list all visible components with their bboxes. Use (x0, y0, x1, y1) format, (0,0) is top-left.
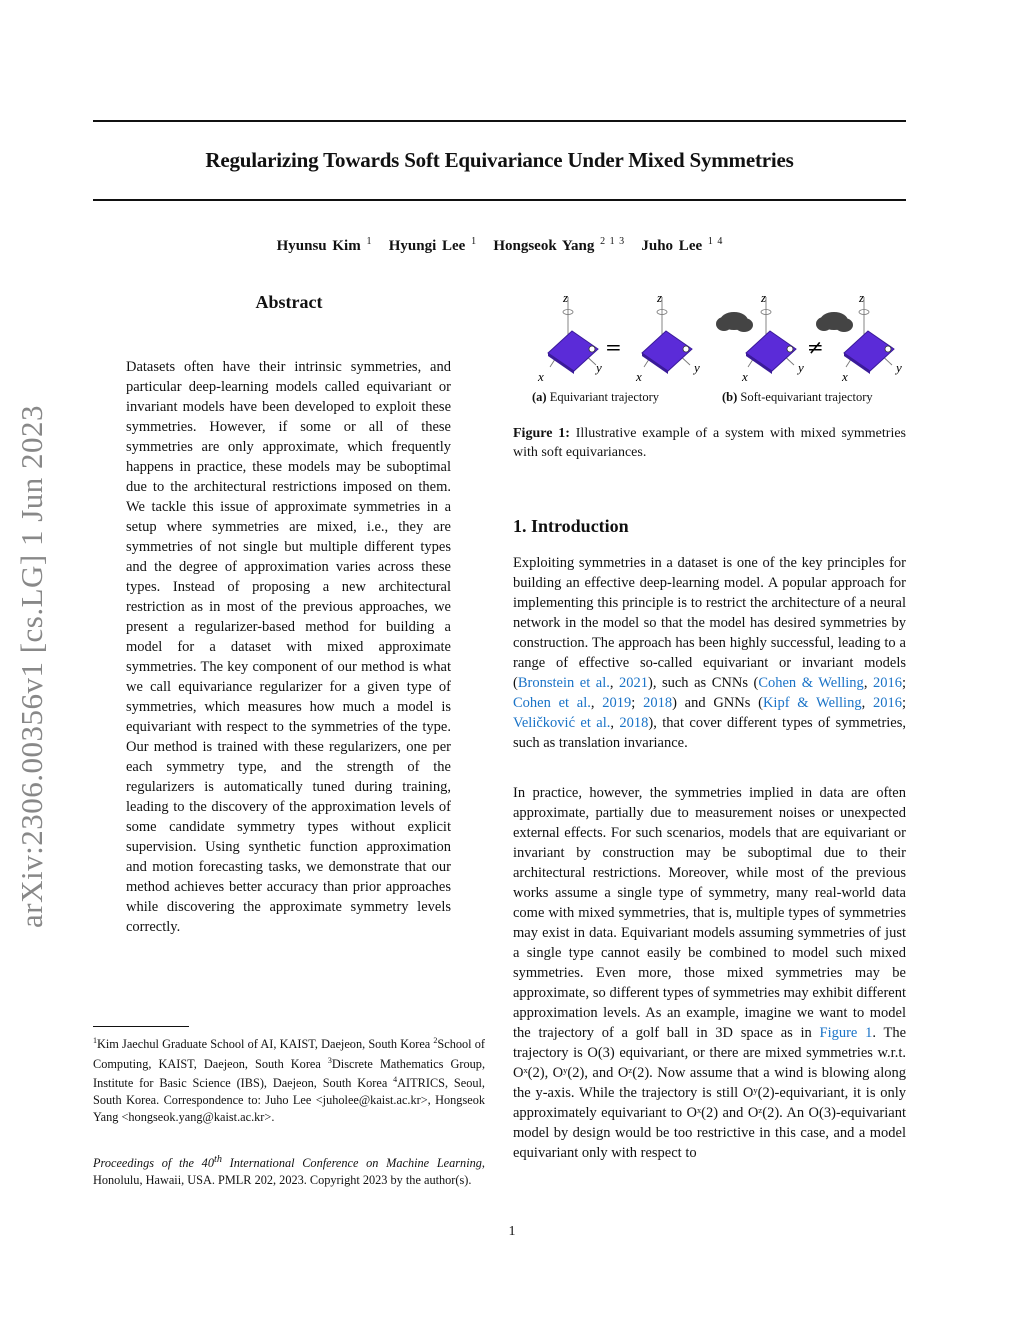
citation-link[interactable]: Veličković et al. (513, 715, 611, 731)
author-name: Hyunsu Kim (276, 238, 361, 254)
citation-year-link[interactable]: 2016 (872, 695, 902, 711)
axis-label-y: y (896, 360, 902, 375)
frame-b2 (844, 297, 894, 374)
author-list (93, 236, 906, 255)
section-heading-introduction: 1. Introduction (513, 516, 629, 536)
paper-title: Regularizing Towards Soft Equivariance Under Mixed Symmetries (205, 148, 794, 172)
author-name: Hyungi Lee (388, 238, 466, 254)
axis-label-z: z (563, 290, 569, 305)
citation-year-link[interactable]: 2018 (619, 715, 649, 731)
author-affiliation: 2 1 3 (600, 236, 625, 247)
axis-label-z: z (657, 290, 663, 305)
author-name: Juho Lee (641, 238, 703, 254)
citation-year-link[interactable]: 2016 (872, 675, 902, 691)
axis-label-x: x (538, 369, 544, 384)
affiliation-footnote: $^1$Kim Jaechul Graduate School of AI, KAIST, Daejeon, South Korea $^2$School of Computing, KAIST, Daejeon, South Korea $^3$Discrete Mathematics Group, Institute for Basic Science (IBS), Daejeon, South Korea $^4$AITRICS, Seoul, South Korea. Correspondence to: Juho Lee <juholee@kaist.ac.kr>, Hongseok Yang <hongseok.yang@kaist.ac.kr>. (93, 1036, 486, 1124)
citation-year-link[interactable]: 2018 (643, 695, 673, 711)
axis-label-y: y (596, 360, 602, 375)
footnote-rule (93, 1026, 189, 1027)
citation-link[interactable]: Cohen et al. (513, 695, 591, 711)
abstract-heading: Abstract (255, 292, 323, 312)
citation-link[interactable]: Bronstein et al. (517, 675, 610, 691)
citation-link[interactable]: Cohen & Welling (758, 675, 864, 691)
page-number: 1 (508, 1224, 516, 1239)
wind-cloud-icon (816, 312, 853, 332)
figure-1-illustration (512, 284, 906, 394)
axis-label-x: x (742, 369, 748, 384)
figure-reference-link[interactable]: Figure 1 (819, 1025, 873, 1041)
axis-label-y: y (694, 360, 700, 375)
citation-year-link[interactable]: 2021 (619, 675, 648, 691)
intro-paragraph-2: In practice, however, the symmetries implied in data are often approximate, partially due to measurement noises or unexpected external effects. For such scenarios, models that are equivariant or invariant by construction may be suboptimal due to their architectural restrictions. Moreover, while most of the previous works assume a single type of symmetry, many real-world data come with mixed symmetries, that is, multiple types of symmetries may exist in data. Equivariant models assuming symmetries of just a single type cannot easily be combined to model such mixed symmetries. Even more, those mixed symmetries may be approximate, so different types of symmetries may exhibit different approximation levels. As an example, imagine we want to model the trajectory of a golf ball in 3D space as in Figure 1. The trajectory is O(3) equivariant, or there are mixed symmetries w.r.t. Oˣ(2), Oʸ(2), and Oᶻ(2). Now assume that a wind is blowing along the y-axis. While the trajectory is still Oʸ(2)-equivariant, it is only approximately equivariant to Oˣ(2) and Oᶻ(2). An O(3)-equivariant model by design would be too restrictive in this case, and a model equivariant only with respect to (513, 785, 906, 1161)
equals-symbol: = (605, 335, 622, 359)
frame-a2 (642, 297, 692, 374)
frame-a1 (548, 297, 598, 374)
author-affiliation: 1 4 (707, 236, 723, 247)
wind-cloud-icon (716, 312, 753, 332)
author-name: Hongseok Yang (493, 238, 595, 254)
not-equals-symbol: ≠ (807, 335, 824, 359)
abstract-text: Datasets often have their intrinsic symmetries, and particular deep-learning models called equivariant or invariant models have been developed to exploit these symmetries. However, if some or all of these symmetries are only approximate, which frequently happens in practice, these models may be suboptimal due to the architectural restrictions imposed on them. We tackle this issue of approximate symmetries in a setup where symmetries are mixed, i.e., they are symmetries of not single but multiple different types and the degree of approximation varies across these types. Instead of proposing a new architectural restriction as in most of the previous approaches, we present a regularizer-based method for building a model for a dataset with mixed approximate symmetries. The key component of our method is what we call equivariance regularizer for a given type of symmetries, which measures how much a model is equivariant with respect to the symmetries of the type. Our method is trained with these regularizers, one per each symmetry type, and the strength of the regularizers is automatically tuned during training, leading to the discovery of the approximation levels of some candidate symmetry types without explicit supervision. Using synthetic function approximation and motion forecasting tasks, we demonstrate that our method achieves better accuracy than prior approaches while discovering the approximate symmetry levels correctly. (126, 359, 451, 935)
frame-b1 (746, 297, 796, 374)
axis-label-x: x (636, 369, 642, 384)
figure-caption: Figure 1: Illustrative example of a system with mixed symmetries with soft equivariances. (513, 426, 906, 460)
top-rule (93, 120, 906, 122)
axis-label-y: y (798, 360, 804, 375)
axis-label-x: x (842, 369, 848, 384)
subcaption-a: (a) Equivariant trajectory (532, 390, 660, 404)
arxiv-identifier: arXiv:2306.00356v1 [cs.LG] 1 Jun 2023 (14, 404, 49, 928)
author-affiliation: 1 (366, 236, 372, 247)
citation-link[interactable]: Kipf & Welling (762, 695, 862, 711)
proceedings-note: Proceedings of the 40th International Conference on Machine Learning, Honolulu, Hawaii, USA. PMLR 202, 2023. Copyright 2023 by the author(s). (93, 1154, 485, 1187)
author-affiliation: 1 (471, 236, 477, 247)
intro-paragraph-1: Exploiting symmetries in a dataset is one of the key principles for building an effective deep-learning model. A popular approach for implementing this principle is to restrict the architecture of a neural network in the model so that the model has desired symmetries by construction. The approach has been highly successful, leading to a range of effective so-called equivariant or invariant models (Bronstein et al., 2021), such as CNNs (Cohen & Welling, 2016; Cohen et al., 2019; 2018) and GNNs (Kipf & Welling, 2016; Veličković et al., 2018), that cover different types of symmetries, such as translation invariance. (513, 555, 907, 751)
axis-label-z: z (859, 290, 865, 305)
citation-year-link[interactable]: 2019 (602, 695, 632, 711)
subcaption-b: (b) Soft-equivariant trajectory (722, 390, 873, 404)
title-bottom-rule (93, 199, 906, 201)
axis-label-z: z (761, 290, 767, 305)
